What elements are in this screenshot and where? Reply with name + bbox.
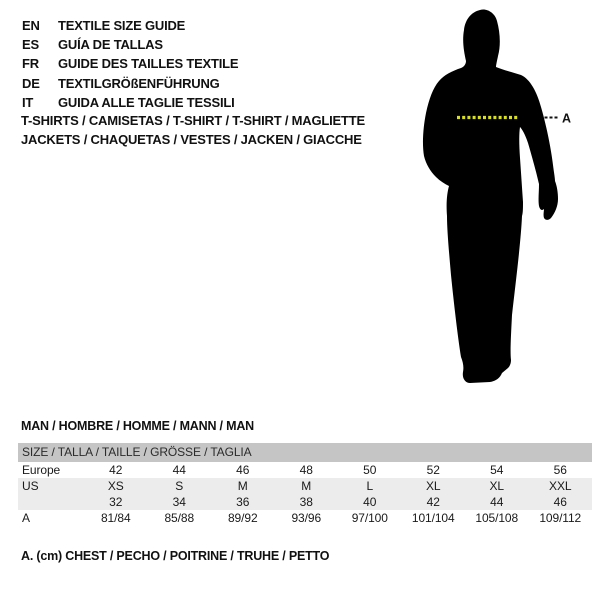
table-cell: 81/84 — [100, 511, 131, 525]
table-cell: 46 — [553, 495, 567, 509]
language-row — [22, 16, 238, 35]
table-cell: M — [237, 479, 248, 493]
language-code: DE — [22, 75, 40, 91]
language-label: TEXTILE SIZE GUIDE — [58, 18, 186, 33]
language-label: GUÍA DE TALLAS — [58, 37, 163, 53]
table-cell: XXL — [549, 479, 572, 493]
table-cell: 52 — [426, 463, 440, 477]
row-label: A — [22, 511, 30, 525]
table-cell: 56 — [553, 463, 567, 477]
section-title: MAN / HOMBRE / HOMME / MANN / MAN — [21, 419, 254, 433]
man-silhouette — [423, 10, 558, 383]
language-label: GUIDE DES TAILLES TEXTILE — [58, 56, 239, 72]
table-cell: M — [301, 479, 312, 493]
table-row-europe — [18, 462, 592, 478]
size-table-header: SIZE / TALLA / TAILLE / GRÖSSE / TAGLIA — [18, 443, 592, 462]
table-cell: 36 — [236, 495, 250, 509]
language-code: IT — [22, 94, 34, 110]
table-cell: XL — [426, 479, 441, 493]
row-label: US — [22, 479, 39, 493]
language-row — [22, 74, 238, 93]
table-cell: XL — [489, 479, 504, 493]
table-cell: 50 — [363, 463, 377, 477]
table-cell: XS — [107, 479, 124, 493]
table-cell: 101/104 — [411, 511, 455, 525]
table-cell: S — [175, 479, 184, 493]
man-silhouette-svg — [400, 0, 600, 400]
table-row-us-numeric — [18, 494, 592, 510]
table-cell: 85/88 — [164, 511, 195, 525]
table-cell: 34 — [172, 495, 186, 509]
table-cell: 105/108 — [475, 511, 519, 525]
table-row-chest — [18, 510, 592, 526]
language-code: FR — [22, 56, 39, 72]
language-label: GUIDA ALLE TAGLIE TESSILI — [58, 94, 235, 110]
table-cell: 42 — [426, 495, 440, 509]
language-row — [22, 35, 238, 54]
measure-footnote: A. (cm) CHEST / PECHO / POITRINE / TRUHE / PETTO — [21, 549, 330, 563]
language-row — [22, 54, 238, 73]
table-cell: 42 — [109, 463, 123, 477]
language-code: EN — [22, 18, 40, 33]
man-silhouette-figure — [400, 0, 600, 400]
size-table — [18, 443, 592, 526]
language-code: ES — [22, 37, 39, 53]
language-label: TEXTILGRÖßENFÜHRUNG — [58, 75, 220, 91]
table-cell: 89/92 — [227, 511, 258, 525]
table-cell: 46 — [236, 463, 250, 477]
table-cell: 44 — [172, 463, 186, 477]
category-list — [21, 111, 365, 150]
table-row-us — [18, 478, 592, 494]
table-cell: 93/96 — [291, 511, 322, 525]
table-cell: L — [366, 479, 374, 493]
table-cell: 32 — [109, 495, 123, 509]
table-cell: 44 — [490, 495, 504, 509]
table-cell: 40 — [363, 495, 377, 509]
table-cell: 38 — [299, 495, 313, 509]
category-line-tshirts: T-SHIRTS / CAMISETAS / T-SHIRT / T-SHIRT / MAGLIETTE — [21, 113, 365, 128]
table-cell: 48 — [299, 463, 313, 477]
language-list — [22, 16, 238, 112]
table-cell: 97/100 — [351, 511, 388, 525]
category-line-jackets: JACKETS / CHAQUETAS / VESTES / JACKEN / GIACCHE — [21, 132, 362, 148]
language-row — [22, 93, 238, 112]
table-cell: 54 — [490, 463, 504, 477]
measure-label-a: A — [562, 111, 572, 126]
table-cell: 109/112 — [539, 511, 582, 525]
row-label: Europe — [22, 463, 61, 477]
